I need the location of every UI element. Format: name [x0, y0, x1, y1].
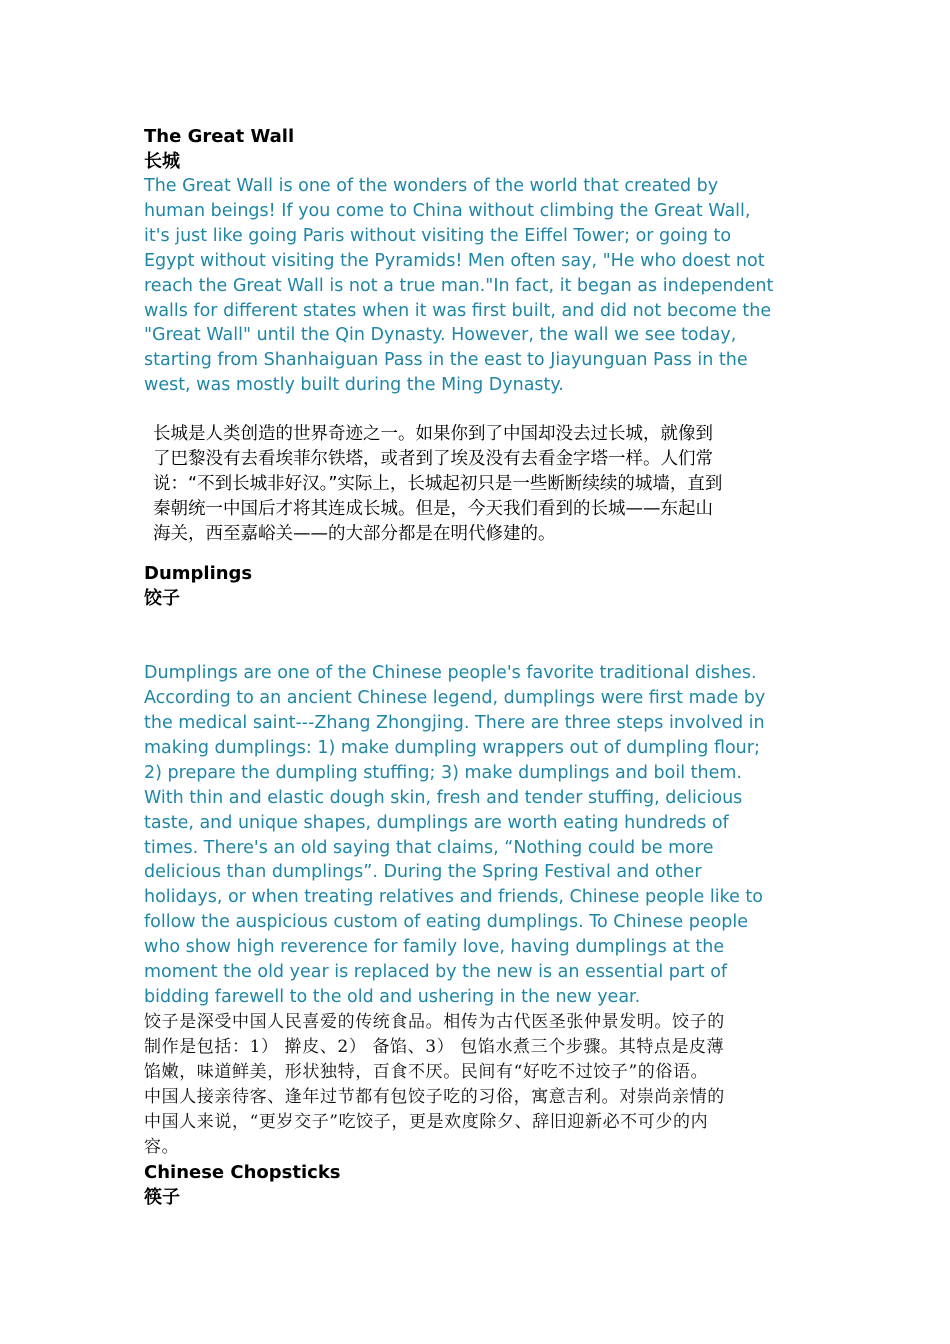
- section-subtitle-zh: 筷子: [144, 1186, 180, 1208]
- section-title: Chinese Chopsticks: [144, 1161, 341, 1183]
- english-paragraph: The Great Wall is one of the wonders of the world that created by human beings! If you come to China without climbing the Great Wall, it's just like going Paris without visiting the Eiffel Tower; or going to Egypt without visiting the Pyramids! Men often say, "He who doest not reach the Great Wall is not a true man."In fact, it began as independent walls for different states when it was first built, and did not become the "Great Wall" until the Qin Dynasty. However, the wall we see today, starting from Shanhaiguan Pass in the east to Jiayunguan Pass in the west, was mostly built during the Ming Dynasty.: [144, 176, 774, 396]
- chinese-paragraph: 长城是人类创造的世界奇迹之一。如果你到了中国却没去过长城，就像到 了巴黎没有去看埃菲尔铁塔，或者到了埃及没有去看金字塔一样。人们常 说：“不到长城非好汉。”实际上，长城起初只是一些断断续续的城墙，直到 秦朝统一中国后才将其连成长城。但是，今天我们看到的长城——东起山 海关，西至嘉峪关——的大部分都是在明代修建的。: [153, 424, 723, 545]
- section-subtitle-zh: 饺子: [144, 588, 180, 610]
- section-title: The Great Wall: [144, 126, 295, 147]
- chinese-paragraph: 饺子是深受中国人民喜爱的传统食品。相传为古代医圣张仲景发明。饺子的 制作是包括：1） 擀皮、2） 备馅、3） 包馅水煮三个步骤。其特点是皮薄 馅嫩，味道鲜美，形状独特，百食不厌。民间有“好吃不过饺子”的俗语。 中国人接亲待客、逢年过节都有包饺子吃的习俗，寓意吉利。对崇尚亲情的 中国人来说，“更岁交子”吃饺子，更是欢度除夕、辞旧迎新必不可少的内 容。: [144, 1011, 725, 1157]
- english-paragraph: Dumplings are one of the Chinese people's favorite traditional dishes. According to an ancient Chinese legend, dumplings were first made by the medical saint---Zhang Zhongjing. There are three steps involved in making dumplings: 1) make dumpling wrappers out of dumpling flour; 2) prepare the dumpling stuffing; 3) make dumplings and boil them. With thin and elastic dough skin, fresh and tender stuffing, delicious taste, and unique shapes, dumplings are worth eating hundreds of times. There's an old saying that claims, “Nothing could be more delicious than dumplings”. During the Spring Festival and other holidays, or when treating relatives and friends, Chinese people like to follow the auspicious custom of eating dumplings. To Chinese people who show high reverence for family love, having dumplings at the moment the old year is replaced by the new is an essential part of bidding farewell to the old and ushering in the new year.: [144, 663, 766, 1007]
- section-chopsticks: [144, 1160, 814, 1210]
- section-dumplings: [144, 561, 814, 1160]
- document-page: [144, 124, 814, 1210]
- paragraph-spacer: [144, 611, 814, 661]
- section-spacer: [144, 547, 814, 561]
- section-great-wall: [144, 124, 814, 547]
- section-subtitle-zh: 长城: [144, 151, 180, 172]
- section-title: Dumplings: [144, 563, 253, 585]
- paragraph-spacer: [144, 398, 814, 422]
